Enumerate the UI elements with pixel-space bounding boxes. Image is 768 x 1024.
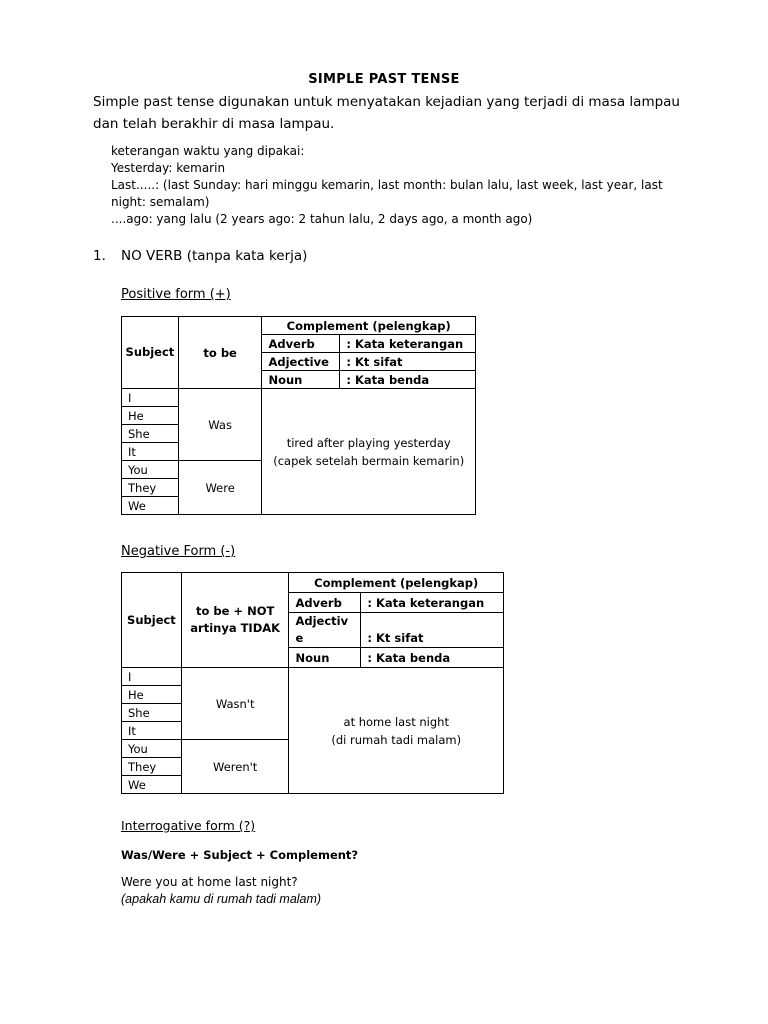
complement-type: Noun: [289, 648, 361, 668]
note-line-3: Last.....: (last Sunday: hari minggu kemarin, last month: bulan lalu, last week, last year, last night: semalam): [111, 178, 663, 209]
subject-cell: They: [122, 479, 179, 497]
verb-header-line-2: artinya TIDAK: [190, 621, 281, 635]
complement-header: Complement (pelengkap): [262, 317, 476, 335]
example-line-2: (capek setelah bermain kemarin): [273, 453, 465, 468]
positive-heading: Positive form (+): [121, 287, 231, 302]
interrogative-translation: (apakah kamu di rumah tadi malam): [121, 892, 322, 906]
subject-cell: They: [122, 758, 182, 776]
interrogative-formula: Was/Were + Subject + Complement?: [121, 848, 359, 862]
negative-table: [121, 572, 504, 794]
subject-header: Subject: [122, 573, 182, 668]
verb-header: [181, 573, 289, 668]
subject-cell: She: [122, 425, 179, 443]
subject-cell: It: [122, 443, 179, 461]
example-cell: [289, 668, 504, 794]
subject-cell: I: [122, 389, 179, 407]
subject-cell: He: [122, 686, 182, 704]
example-line-1: at home last night: [343, 714, 449, 729]
subject-cell: We: [122, 776, 182, 794]
verb-header-line-1: to be + NOT: [196, 604, 275, 618]
verb-plural: Weren't: [181, 740, 289, 794]
verb-singular: Was: [178, 389, 262, 461]
complement-header: Complement (pelengkap): [289, 573, 504, 593]
complement-type: Adjective: [289, 613, 361, 648]
complement-type: Adverb: [289, 593, 361, 613]
example-cell: [262, 389, 476, 515]
interrogative-example: Were you at home last night?: [121, 875, 298, 889]
negative-heading: Negative Form (-): [121, 544, 236, 559]
subject-cell: You: [122, 461, 179, 479]
complement-meaning: : Kata keterangan: [340, 335, 476, 353]
example-line-2: (di rumah tadi malam): [331, 732, 462, 747]
subject-cell: He: [122, 407, 179, 425]
subject-cell: We: [122, 497, 179, 515]
complement-meaning: : Kata benda: [361, 648, 504, 668]
note-line-1: keterangan waktu yang dipakai:: [111, 144, 305, 158]
complement-type: Adjective: [262, 353, 340, 371]
verb-singular: Wasn't: [181, 668, 289, 740]
complement-type: Adverb: [262, 335, 340, 353]
positive-table: [121, 316, 476, 515]
subject-cell: It: [122, 722, 182, 740]
subject-cell: She: [122, 704, 182, 722]
note-line-2: Yesterday: kemarin: [111, 161, 226, 175]
subject-header: Subject: [122, 317, 179, 389]
subject-cell: You: [122, 740, 182, 758]
page-title: SIMPLE PAST TENSE: [308, 72, 460, 87]
complement-meaning: : Kt sifat: [340, 353, 476, 371]
note-line-4: ....ago: yang lalu (2 years ago: 2 tahun lalu, 2 days ago, a month ago): [111, 212, 533, 226]
verb-header: to be: [178, 317, 262, 389]
interrogative-heading: Interrogative form (?): [121, 818, 256, 833]
example-line-1: tired after playing yesterday: [286, 435, 451, 450]
subject-cell: I: [122, 668, 182, 686]
intro-paragraph: Simple past tense digunakan untuk menyatakan kejadian yang terjadi di masa lampau dan telah berakhir di masa lampau.: [93, 94, 680, 132]
verb-plural: Were: [178, 461, 262, 515]
complement-meaning: : Kata benda: [340, 371, 476, 389]
complement-meaning: : Kt sifat: [361, 613, 504, 648]
section-heading: NO VERB (tanpa kata kerja): [121, 248, 308, 264]
complement-type: Noun: [262, 371, 340, 389]
complement-meaning: : Kata keterangan: [361, 593, 504, 613]
section-number: 1.: [93, 248, 106, 264]
